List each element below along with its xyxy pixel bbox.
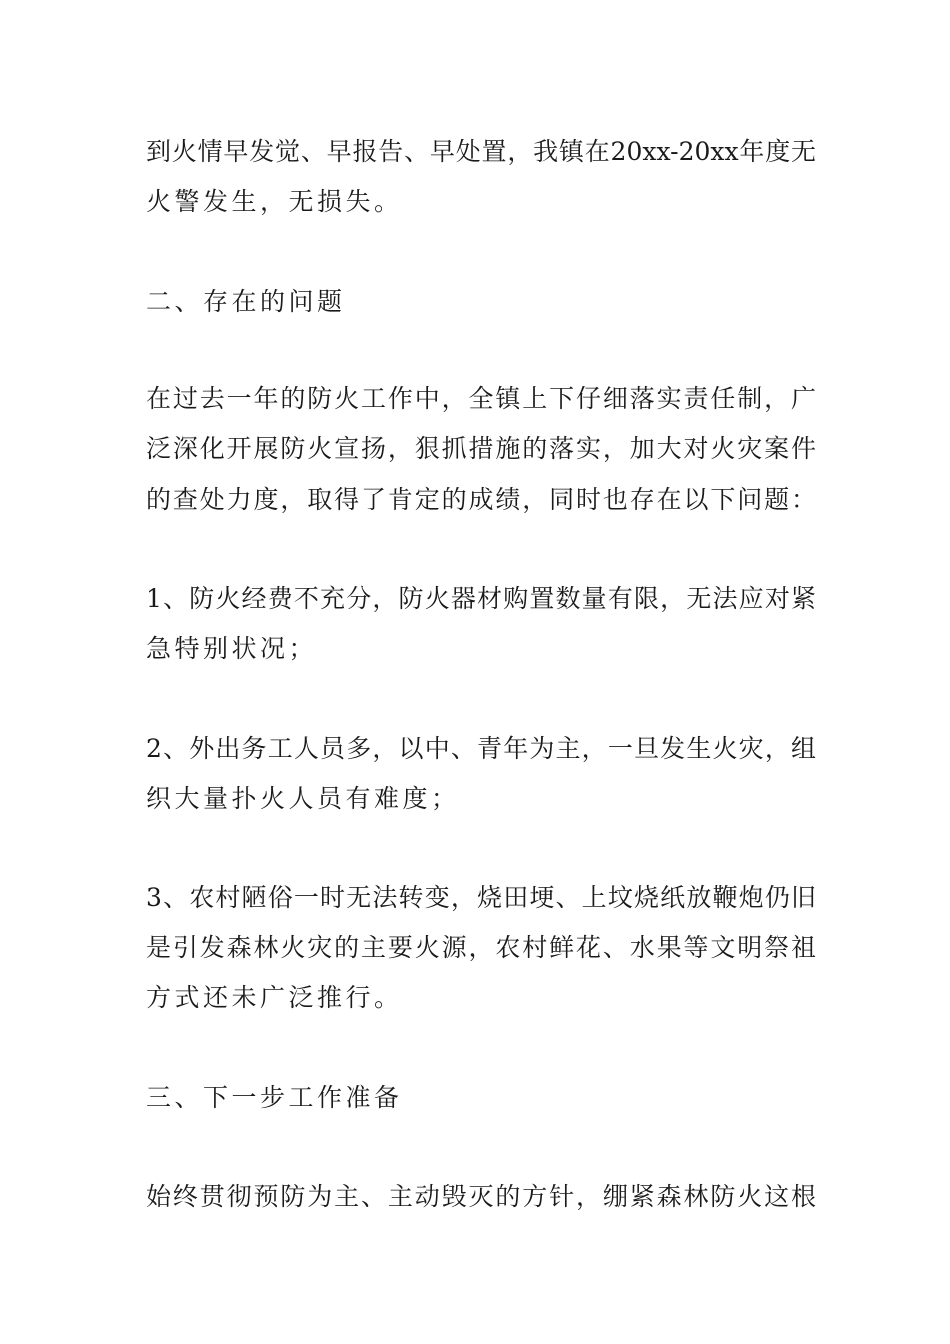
paragraph-line: 始终贯彻预防为主、主动毁灭的方针，绷紧森林防火这根 [146,1182,816,1211]
paragraph-line: 到火情早发觉、早报告、早处置，我镇在20xx-20xx年度无 [146,137,816,166]
paragraph-line: 火警发生，无损失。 [146,187,403,216]
list-item-line: 方式还未广泛推行。 [146,983,403,1012]
list-item-line: 是引发森林火灾的主要火源，农村鲜花、水果等文明祭祖 [146,933,816,962]
paragraph-line: 泛深化开展防火宣扬，狠抓措施的落实，加大对火灾案件 [146,434,816,463]
list-item-line: 1、防火经费不充分，防火器材购置数量有限，无法应对紧 [146,584,816,613]
list-item-line: 3、农村陋俗一时无法转变，烧田埂、上坟烧纸放鞭炮仍旧 [146,883,816,912]
list-item-line: 2、外出务工人员多，以中、青年为主，一旦发生火灾，组 [146,734,816,763]
paragraph-line: 的查处力度，取得了肯定的成绩，同时也存在以下问题： [146,485,816,514]
paragraph-line: 在过去一年的防火工作中，全镇上下仔细落实责任制，广 [146,384,816,413]
list-item-line: 急特别状况； [146,634,318,663]
list-item-line: 织大量扑火人员有难度； [146,784,460,813]
section-heading: 三、下一步工作准备 [146,1083,403,1112]
section-heading: 二、存在的问题 [146,287,346,316]
